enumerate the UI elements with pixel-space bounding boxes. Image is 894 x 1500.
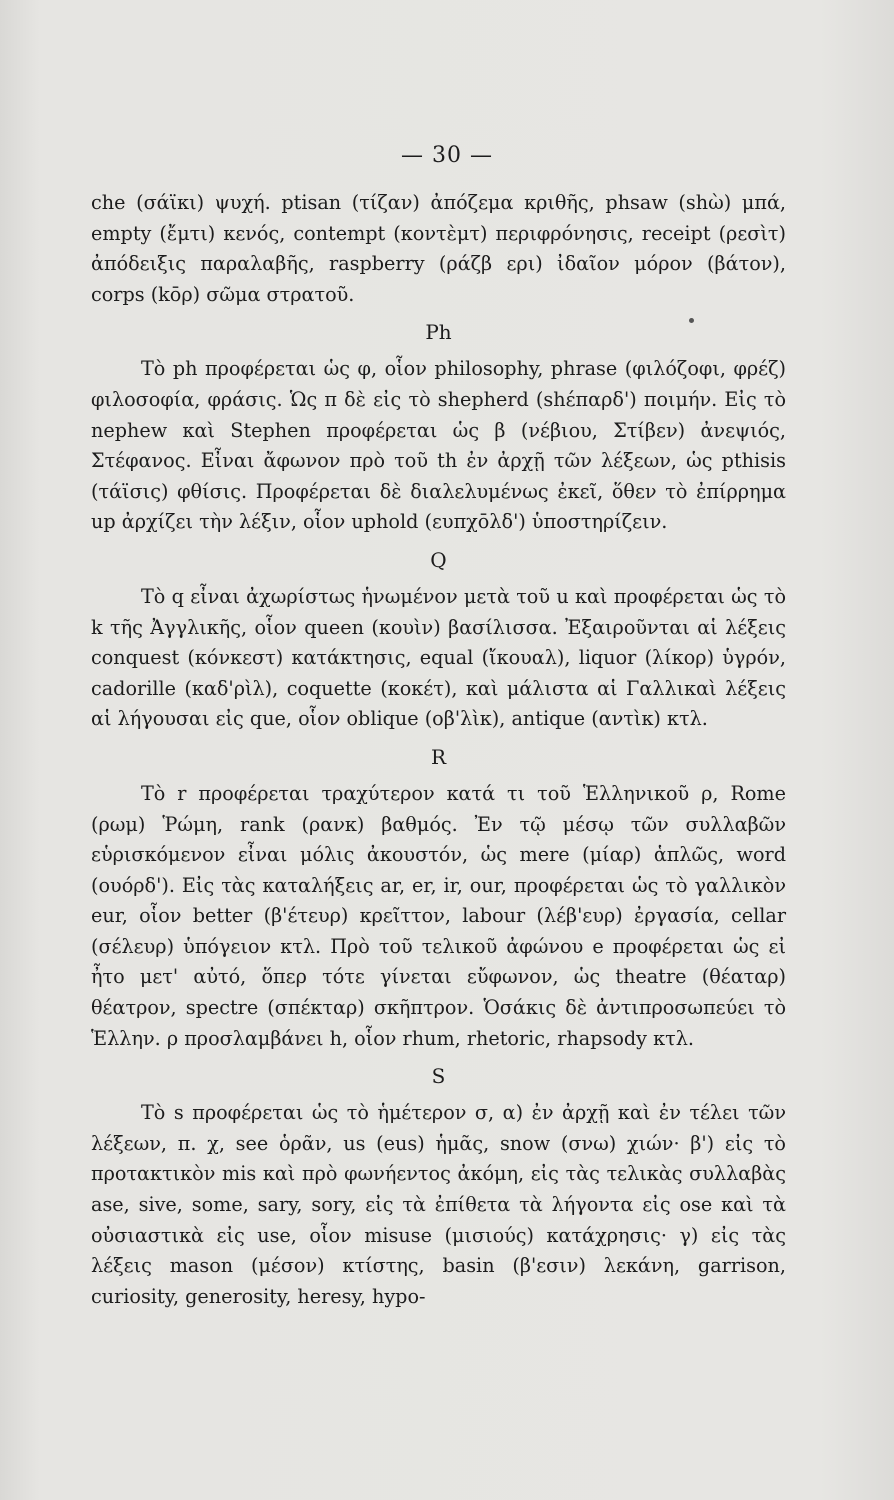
paragraph-r: Τὸ r προφέρεται τραχύτερον κατά τι τοῦ Ἑλληνικοῦ ρ, Rome (ρωμ) Ῥώμη, rank (ρανκ) βαθμός. Ἐν τῷ μέσῳ τῶν συλλαβῶν εὑρισκόμενον εἶναι μόλις ἀκουστόν, ὡς mere (μίαρ) ἁπλῶς, word (ουόρδ'). Εἰς τὰς καταλήξεις ar, er, ir, our, προφέρεται ὡς τὸ γαλλικὸν eur, οἷον better (β'έτευρ) κρεῖττον, labour (λέβ'ευρ) ἐργασία, cellar (σέλευρ) ὑπόγειον κτλ. Πρὸ τοῦ τελικοῦ ἀφώνου e προφέρεται ὡς εἰ ἦτο μετ' αὐτό, ὅπερ τότε γίνεται εὔφωνον, ὡς theatre (θέαταρ) θέατρον, spectre (σπέκταρ) σκῆπτρον. Ὁσάκις δὲ ἀντιπροσωπεύει τὸ Ἑλλην. ρ προσλαμβάνει h, οἷον rhum, rhetoric, rhapsody κτλ. (91, 781, 786, 1050)
section-heading-s: S (431, 1064, 446, 1089)
section-heading-q: Q (430, 547, 447, 572)
section-heading-r: R (430, 744, 447, 769)
paragraph-q: Τὸ q εἶναι ἀχωρίστως ἡνωμένον μετὰ τοῦ u καὶ προφέρεται ὡς τὸ k τῆς Ἀγγλικῆς, οἷον queen (κουὶν) βασίλισσα. Ἐξαιροῦνται αἱ λέξεις conquest (κόνκεστ) κατάκτησις, equal (ἴκουαλ), liquor (λίκορ) ὑγρόν, cadorille (καδ'ρὶλ), coquette (κοκέτ), καὶ μάλιστα αἱ Γαλλικαὶ λέξεις αἱ λήγουσαι εἰς que, οἷον oblique (οβ'λὶκ), antique (αντὶκ) κτλ. (91, 584, 786, 731)
page-number: — 30 — (401, 143, 493, 168)
page-body (91, 188, 786, 1312)
paragraph-continuation: che (σάϊκι) ψυχή. ptisan (τίζαν) ἀπόζεμα κριθῆς, phsaw (shὼ) μπά, empty (ἔμτι) κενός, contempt (κοντὲμτ) περιφρόνησις, receipt (ρεσὶτ) ἀπόδειξις παραλαβῆς, raspberry (ράζβ ερι) ἰδαῖον μόρον (βάτον), corps (kōρ) σῶμα στρατοῦ. (91, 191, 786, 306)
paragraph-ph: Τὸ ph προφέρεται ὡς φ, οἷον philosophy, phrase (φιλόζοφι, φρέζ) φιλοσοφία, φράσις. Ὡς π δὲ εἰς τὸ shepherd (shέπαρδ') ποιμήν. Εἰς τὸ nephew καὶ Stephen προφέρεται ὡς β (νέβιου, Στίβεν) ἀνεψιός, Στέφανος. Εἶναι ἄφωνον πρὸ τοῦ th ἐν ἀρχῇ τῶν λέξεων, ὡς pthisis (τάϊσις) φθίσις. Προφέρεται δὲ διαλελυμένως ἐκεῖ, ὅθεν τὸ ἐπίρρημα up ἀρχίζει τὴν λέξιν, οἷον uphold (ευπχōλδ') ὑποστηρίζειν. (91, 357, 786, 534)
paragraph-s: Τὸ s προφέρεται ὡς τὸ ἡμέτερον σ, α) ἐν ἀρχῇ καὶ ἐν τέλει τῶν λέξεων, π. χ, see ὁρᾶν, us (eus) ἡμᾶς, snow (σνω) χιών· β') εἰς τὸ προτακτικὸν mis καὶ πρὸ φωνήεντος ἀκόμη, εἰς τὰς τελικὰς συλλαβὰς ase, sive, some, sary, sory, εἰς τὰ ἐπίθετα τὰ λήγοντα εἰς ose καὶ τὰ οὐσιαστικὰ εἰς use, οἷον misuse (μισιούς) κατάχρησις· γ) εἰς τὰς λέξεις mason (μέσον) κτίστης, basin (β'εσιν) λεκάνη, garrison, curiosity, generosity, heresy, hypo- (91, 1101, 786, 1308)
section-heading-ph: Ph (425, 320, 452, 345)
